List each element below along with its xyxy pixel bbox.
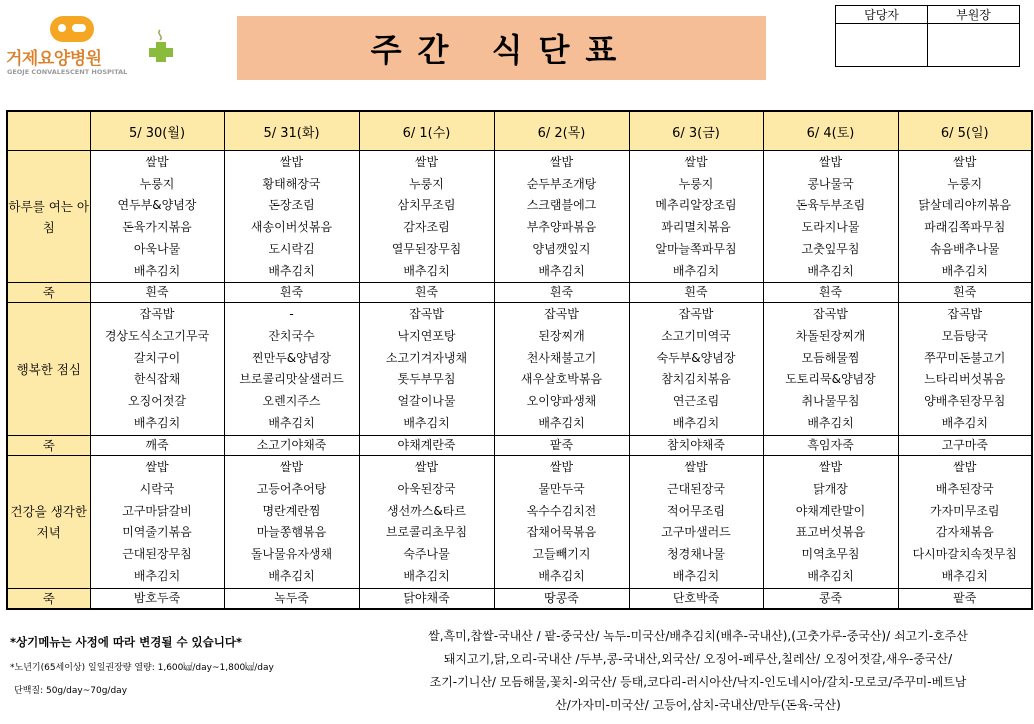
menu-item: 도라지나물 <box>801 220 860 235</box>
menu-item: 돌나물유자생채 <box>250 547 333 562</box>
menu-item: 잡채어묵볶음 <box>526 525 597 540</box>
menu-item: 배추김치 <box>941 568 988 583</box>
menu-item: 취나물무침 <box>801 394 860 409</box>
menu-item: 쌀밥 <box>953 460 977 475</box>
porridge-item: 참치야채죽 <box>629 436 763 456</box>
menu-item: 콩나물국 <box>807 176 854 191</box>
menu-item: 배추김치 <box>133 415 181 430</box>
lunch-menu-cell <box>359 303 494 436</box>
lunch-menu-cell <box>224 303 359 436</box>
lunch-menu-cell <box>629 303 763 436</box>
menu-item: 양념깻잎지 <box>532 241 591 256</box>
porridge-item: 녹두죽 <box>224 589 359 610</box>
dinner-menu-cell <box>359 456 494 589</box>
menu-item: 야채계란말이 <box>795 503 866 518</box>
menu-item: 잡곡밥 <box>813 307 848 322</box>
menu-item: 배추김치 <box>538 263 585 278</box>
menu-item: 배추된장국 <box>935 481 994 496</box>
menu-item: 잡곡밥 <box>678 307 714 322</box>
menu-item: 쌀밥 <box>145 460 169 475</box>
menu-item: 잔치국수 <box>268 328 315 343</box>
header-corner-cell <box>7 111 90 151</box>
menu-item: 모듬탕국 <box>941 328 988 343</box>
porridge-item: 흑임자죽 <box>763 436 898 456</box>
menu-item: - <box>289 307 294 322</box>
menu-item: 도시락김 <box>268 241 315 256</box>
menu-item: 배추김치 <box>807 263 854 278</box>
menu-item: 고등어추어탕 <box>256 481 327 496</box>
date-header: 5/ 31(화) <box>224 111 359 151</box>
porridge-item: 팥죽 <box>898 589 1032 610</box>
menu-item: 오렌지주스 <box>262 394 321 409</box>
porridge-item: 흰죽 <box>629 283 763 303</box>
menu-item: 솎음배추나물 <box>929 241 1000 256</box>
menu-item: 다시마갈치속젓무침 <box>912 547 1017 562</box>
menu-item: 메추리알장조림 <box>655 198 737 213</box>
porridge-item: 흰죽 <box>494 283 629 303</box>
menu-change-notice: *상기메뉴는 사정에 따라 변경될 수 있습니다* <box>10 635 243 649</box>
menu-item: 고구마샐러드 <box>661 525 731 540</box>
breakfast-menu-cell <box>90 151 224 283</box>
porridge-item: 흰죽 <box>763 283 898 303</box>
approval-box <box>835 5 1020 67</box>
menu-item: 닭개장 <box>813 481 848 496</box>
porridge-item: 소고기야채죽 <box>224 436 359 456</box>
menu-item: 물만두국 <box>538 481 585 496</box>
porridge-label: 죽 <box>7 283 90 303</box>
menu-item: 얼갈이나물 <box>397 394 456 409</box>
date-header: 6/ 4(토) <box>763 111 898 151</box>
menu-item: 배추김치 <box>268 263 315 278</box>
menu-item: 차돌된장찌개 <box>795 328 866 343</box>
menu-item: 쌀밥 <box>684 155 708 169</box>
menu-item: 배추김치 <box>403 415 450 430</box>
menu-item: 삼치무조림 <box>397 198 456 213</box>
menu-item: 고들빼기지 <box>532 547 591 562</box>
menu-item: 배추김치 <box>268 415 315 430</box>
porridge-label: 죽 <box>7 589 90 610</box>
menu-item: 브로콜리초무침 <box>385 525 468 540</box>
porridge-item: 흰죽 <box>359 283 494 303</box>
menu-item: 근대된장무침 <box>122 547 192 562</box>
porridge-item: 땅콩죽 <box>494 589 629 610</box>
breakfast-porridge-row <box>7 283 1032 303</box>
menu-item: 배추김치 <box>672 568 720 583</box>
lunch-menu-cell <box>763 303 898 436</box>
menu-item: 명란계란찜 <box>262 503 321 518</box>
menu-item: 낙지연포탕 <box>397 328 456 343</box>
menu-item: 소고기겨자냉채 <box>385 350 468 365</box>
menu-item: 쌀밥 <box>414 460 439 475</box>
porridge-item: 팥죽 <box>494 436 629 456</box>
menu-item: 배추김치 <box>538 415 585 430</box>
menu-item: 천사채불고기 <box>526 350 597 365</box>
porridge-item: 콩죽 <box>763 589 898 610</box>
menu-item: 쌀밥 <box>818 155 843 169</box>
porridge-item: 야채계란죽 <box>359 436 494 456</box>
menu-item: 쌀밥 <box>145 155 169 169</box>
menu-item: 숙주나물 <box>403 547 450 562</box>
green-cross-icon <box>146 28 176 64</box>
menu-item: 마늘쫑햄볶음 <box>256 525 327 540</box>
menu-item: 아욱나물 <box>133 241 181 256</box>
menu-item: 오징어젓갈 <box>128 394 186 409</box>
lunch-porridge-row <box>7 436 1032 456</box>
breakfast-menu-cell <box>359 151 494 283</box>
menu-item: 배추김치 <box>672 415 720 430</box>
menu-item: 돈육두부조림 <box>795 198 866 213</box>
menu-item: 닭살데리야끼볶음 <box>918 198 1012 213</box>
menu-item: 양배추된장무침 <box>924 394 1006 409</box>
porridge-label: 죽 <box>7 436 90 456</box>
page-title: 주간 식단표 <box>237 16 766 80</box>
menu-item: 쌀밥 <box>818 460 843 475</box>
porridge-item: 흰죽 <box>90 283 224 303</box>
menu-item: 갈치구이 <box>133 350 181 365</box>
menu-item: 누룽지 <box>678 176 714 191</box>
porridge-item: 깨죽 <box>90 436 224 456</box>
lunch-menu-cell <box>90 303 224 436</box>
dinner-menu-cell <box>629 456 763 589</box>
menu-item: 가자미무조림 <box>929 503 1000 518</box>
menu-item: 느타리버섯볶음 <box>924 372 1006 387</box>
menu-item: 배추김치 <box>133 263 181 278</box>
menu-item: 브로콜리맛살샐러드 <box>239 372 344 387</box>
porridge-item: 단호박죽 <box>629 589 763 610</box>
menu-item: 잡곡밥 <box>947 307 983 322</box>
dinner-menu-cell <box>763 456 898 589</box>
menu-item: 표고버섯볶음 <box>795 525 866 540</box>
menu-item: 적어무조림 <box>667 503 725 518</box>
menu-item: 잡곡밥 <box>409 307 444 322</box>
menu-item: 쌀밥 <box>279 155 304 169</box>
menu-item: 감자조림 <box>403 220 450 235</box>
menu-item: 쌀밥 <box>549 155 574 169</box>
lunch-menu-cell <box>898 303 1032 436</box>
menu-item: 쌀밥 <box>549 460 574 475</box>
breakfast-label: 하루를 여는 아침 <box>7 151 90 283</box>
menu-item: 돈장조림 <box>268 198 315 213</box>
menu-item: 도토리묵&양념장 <box>785 372 876 387</box>
hospital-logo-icon <box>50 16 94 42</box>
menu-item: 고구마닭갈비 <box>122 503 192 518</box>
weekly-menu-table <box>6 110 1033 610</box>
menu-item: 배추김치 <box>403 263 450 278</box>
menu-item: 모듬해물찜 <box>801 350 860 365</box>
protein-recommendation: 단백질: 50g/day~70g/day <box>14 686 128 696</box>
menu-item: 미역줄기볶음 <box>122 525 192 540</box>
menu-item: 쭈꾸미돈불고기 <box>924 350 1006 365</box>
lunch-menu-cell <box>494 303 629 436</box>
menu-item: 아욱된장국 <box>397 481 456 496</box>
menu-item: 새우살호박볶음 <box>520 372 603 387</box>
breakfast-menu-cell <box>898 151 1032 283</box>
menu-item: 한식잡채 <box>133 372 181 387</box>
menu-item: 배추김치 <box>268 568 315 583</box>
menu-item: 연근조림 <box>672 394 720 409</box>
approval-sign-vice-director <box>928 24 1020 67</box>
menu-item: 미역초무침 <box>801 547 860 562</box>
menu-item: 숙두부&양념장 <box>656 350 736 365</box>
menu-item: 누룽지 <box>139 176 175 191</box>
menu-item: 잡곡밥 <box>139 307 175 322</box>
menu-item: 연두부&양념장 <box>117 198 197 213</box>
origin-line: 산/가자미-미국산/ 고등어,삼치-국내산/만두(돈육-국산) <box>555 698 841 712</box>
approval-label-vice-director: 부원장 <box>928 6 1020 24</box>
menu-item: 누룽지 <box>409 176 444 191</box>
lunch-row <box>7 303 1032 436</box>
hospital-name: 거제요양병원 <box>6 49 102 69</box>
menu-item: 황태해장국 <box>262 176 321 191</box>
hospital-logo <box>6 8 196 83</box>
menu-item: 찐만두&양념장 <box>252 350 331 365</box>
porridge-item: 흰죽 <box>224 283 359 303</box>
menu-item: 참치김치볶음 <box>661 372 731 387</box>
menu-item: 파래김쪽파무침 <box>924 220 1006 235</box>
breakfast-menu-cell <box>629 151 763 283</box>
date-header: 6/ 1(수) <box>359 111 494 151</box>
menu-item: 새송이버섯볶음 <box>250 220 333 235</box>
dinner-menu-cell <box>90 456 224 589</box>
date-header: 6/ 5(일) <box>898 111 1032 151</box>
approval-sign-manager <box>836 24 928 67</box>
menu-item: 감자채볶음 <box>935 525 994 540</box>
menu-item: 쌀밥 <box>953 155 977 169</box>
menu-item: 소고기미역국 <box>661 328 731 343</box>
menu-item: 잡곡밥 <box>544 307 579 322</box>
menu-item: 배추김치 <box>941 415 988 430</box>
menu-item: 배추김치 <box>807 415 854 430</box>
menu-item: 누룽지 <box>947 176 983 191</box>
menu-item: 쌀밥 <box>684 460 708 475</box>
menu-item: 쌀밥 <box>279 460 304 475</box>
menu-item: 근대된장국 <box>667 481 725 496</box>
porridge-item: 밤호두죽 <box>90 589 224 610</box>
dinner-row <box>7 456 1032 589</box>
porridge-item: 흰죽 <box>898 283 1032 303</box>
hospital-english-name: GEOJE CONVALESCENT HOSPITAL <box>7 68 128 76</box>
menu-item: 오이양파생채 <box>526 394 597 409</box>
menu-item: 꽈리멸치볶음 <box>661 220 731 235</box>
breakfast-menu-cell <box>224 151 359 283</box>
date-header: 6/ 3(금) <box>629 111 763 151</box>
origin-line: 쌀,흑미,찹쌀-국내산 / 팥-중국산/ 녹두-미국산/배추김치(배추-국내산),(고춧가루-중국산)/ 쇠고기-호주산 <box>428 629 968 643</box>
menu-item: 배추김치 <box>672 263 720 278</box>
menu-item: 돈육가지볶음 <box>122 220 192 235</box>
menu-item: 고춧잎무침 <box>801 241 860 256</box>
menu-item: 스크램블에그 <box>526 198 597 213</box>
date-header-row <box>7 111 1032 151</box>
menu-item: 열무된장무침 <box>391 241 462 256</box>
breakfast-menu-cell <box>763 151 898 283</box>
menu-item: 배추김치 <box>538 568 585 583</box>
menu-item: 부추양파볶음 <box>526 220 597 235</box>
porridge-item: 고구마죽 <box>898 436 1032 456</box>
menu-item: 배추김치 <box>133 568 181 583</box>
lunch-label: 행복한 점심 <box>7 303 90 436</box>
origin-line: 조기-기니산/ 모듬해물,꽃치-외국산/ 등태,코다리-러시아산/낙지-인도네시아/갈치-모로코/주꾸미-베트남 <box>429 675 967 689</box>
menu-item: 된장찌개 <box>538 328 585 343</box>
menu-item: 생선까스&타르 <box>387 503 466 518</box>
menu-item: 배추김치 <box>941 263 988 278</box>
menu-item: 순두부조개탕 <box>526 176 597 191</box>
dinner-porridge-row <box>7 589 1032 610</box>
menu-item: 옥수수김치전 <box>526 503 597 518</box>
menu-item: 배추김치 <box>403 568 450 583</box>
origin-labeling <box>362 625 1034 717</box>
breakfast-row <box>7 151 1032 283</box>
menu-item: 톳두부무침 <box>397 372 456 387</box>
date-header: 6/ 2(목) <box>494 111 629 151</box>
menu-item: 배추김치 <box>807 568 854 583</box>
menu-item: 알마늘쪽파무침 <box>655 241 737 256</box>
date-header: 5/ 30(월) <box>90 111 224 151</box>
origin-line: 돼지고기,닭,오리-국내산 /두부,콩-국내산,외국산/ 오징어-페루산,칠레산/ 오징어젓갈,새우-중국산/ <box>443 652 953 666</box>
approval-label-manager: 담당자 <box>836 6 928 24</box>
menu-item: 청경채나물 <box>667 547 725 562</box>
menu-item: 경상도식소고기무국 <box>104 328 210 343</box>
menu-item: 쌀밥 <box>414 155 439 169</box>
dinner-menu-cell <box>494 456 629 589</box>
dinner-menu-cell <box>224 456 359 589</box>
dinner-label: 건강을 생각한 저녁 <box>7 456 90 589</box>
breakfast-menu-cell <box>494 151 629 283</box>
dinner-menu-cell <box>898 456 1032 589</box>
energy-recommendation: *노년기(65세이상) 일일권장량 열량: 1,600㎉/day~1,800㎉/day <box>10 663 274 673</box>
menu-item: 시락국 <box>139 481 175 496</box>
porridge-item: 닭야채죽 <box>359 589 494 610</box>
